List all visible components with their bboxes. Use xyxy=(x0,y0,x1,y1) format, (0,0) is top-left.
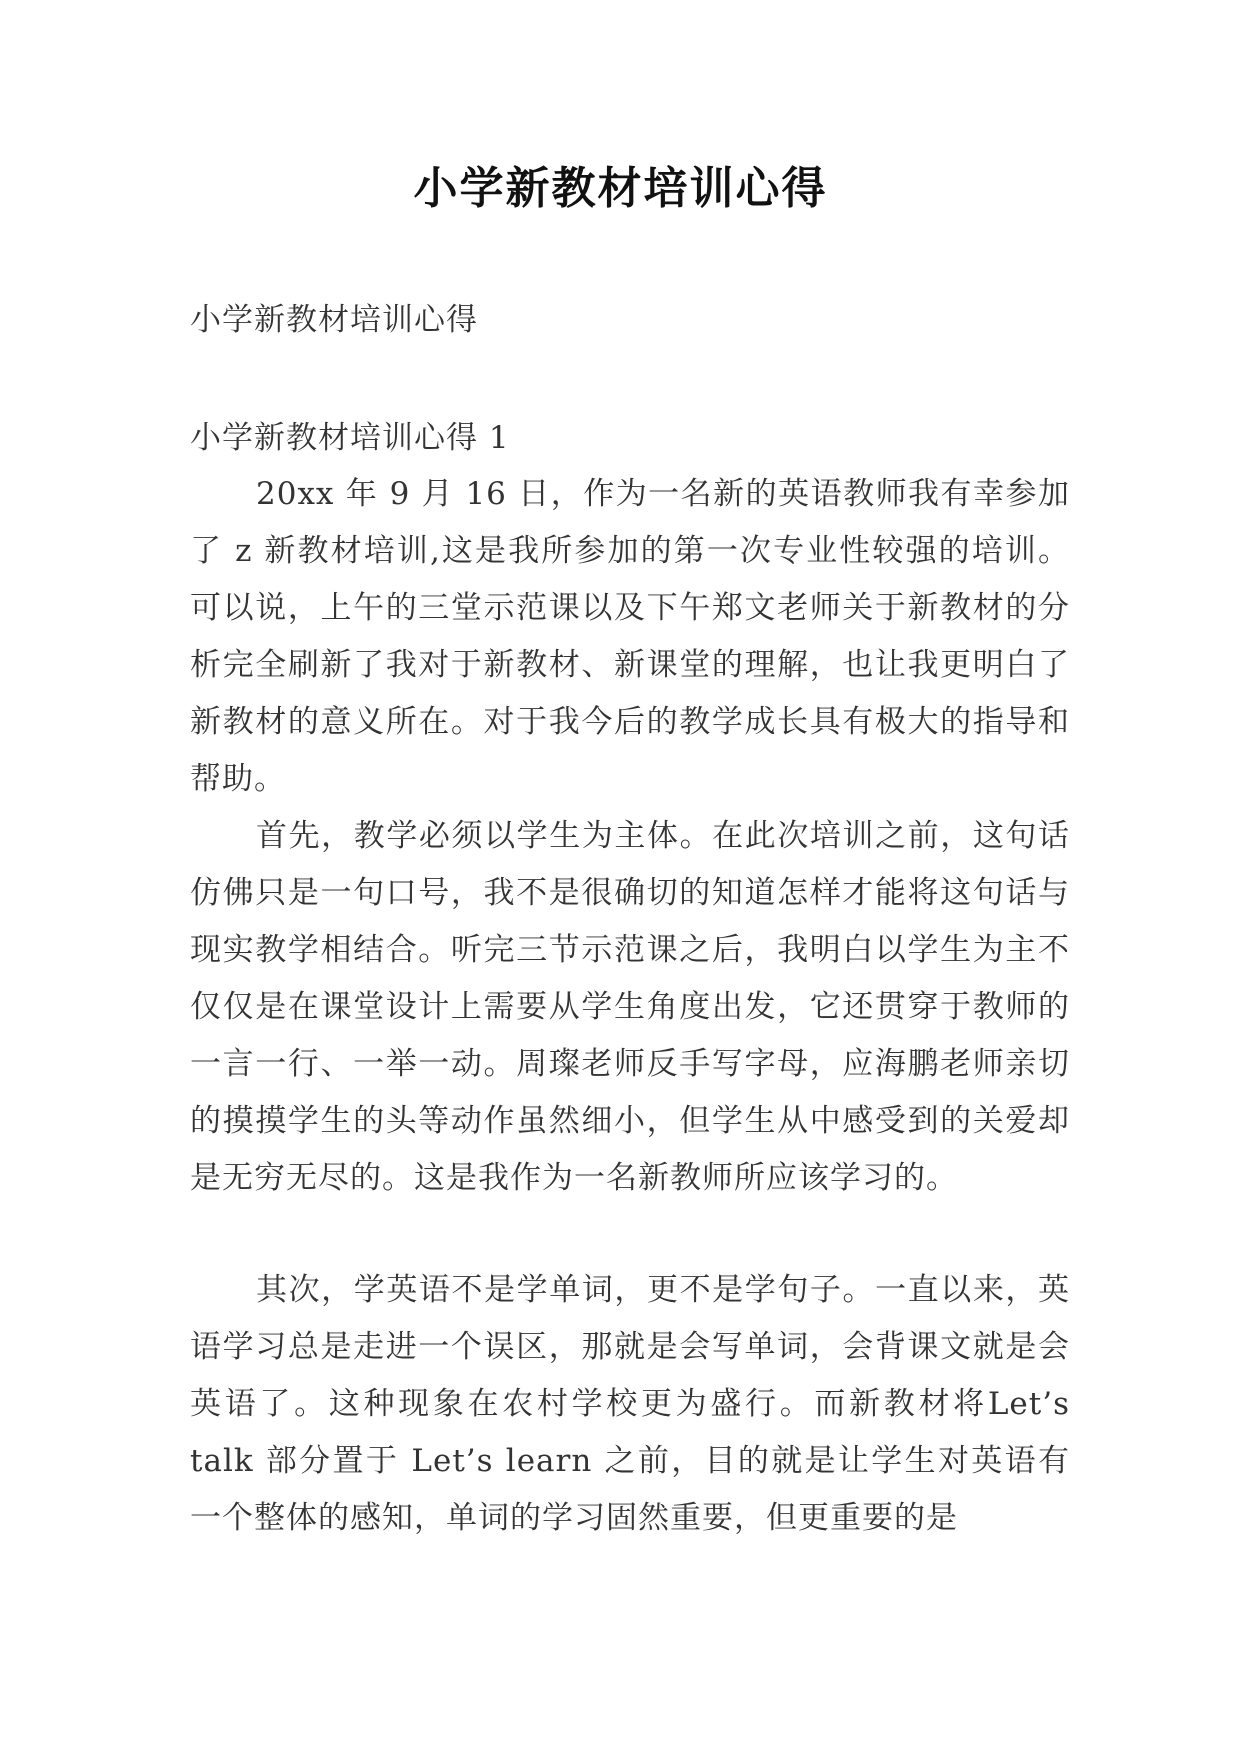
document-title: 小学新教材培训心得 xyxy=(413,163,828,214)
document-subtitle: 小学新教材培训心得 xyxy=(190,302,478,338)
section-heading: 小学新教材培训心得 1 xyxy=(190,420,510,456)
paragraph: 20xx 年 9 月 16 日，作为一名新的英语教师我有幸参加了 z 新教材培训,这是我所参加的第一次专业性较强的培训。可以说，上午的三堂示范课以及下午郑文老师关于新教材的分析完全刷新了我对于新教材、新课堂的理解，也让我更明白了新教材的意义所在。对于我今后的教学成长具有极大的指导和帮助。 xyxy=(190,476,1070,797)
paragraph: 其次，学英语不是学单词，更不是学句子。一直以来，英语学习总是走进一个误区，那就是会写单词，会背课文就是会英语了。这种现象在农村学校更为盛行。而新教材将Let’s talk 部分置于 Let’s learn 之前，目的就是让学生对英语有一个整体的感知，单词的学习固然重要，但更重要的是 xyxy=(190,1272,1070,1536)
paragraph: 首先，教学必须以学生为主体。在此次培训之前，这句话仿佛只是一句口号，我不是很确切的知道怎样才能将这句话与现实教学相结合。听完三节示范课之后，我明白以学生为主不仅仅是在课堂设计上需要从学生角度出发，它还贯穿于教师的一言一行、一举一动。周璨老师反手写字母，应海鹏老师亲切的摸摸学生的头等动作虽然细小，但学生从中感受到的关爱却是无穷无尽的。这是我作为一名新教师所应该学习的。 xyxy=(190,818,1070,1196)
